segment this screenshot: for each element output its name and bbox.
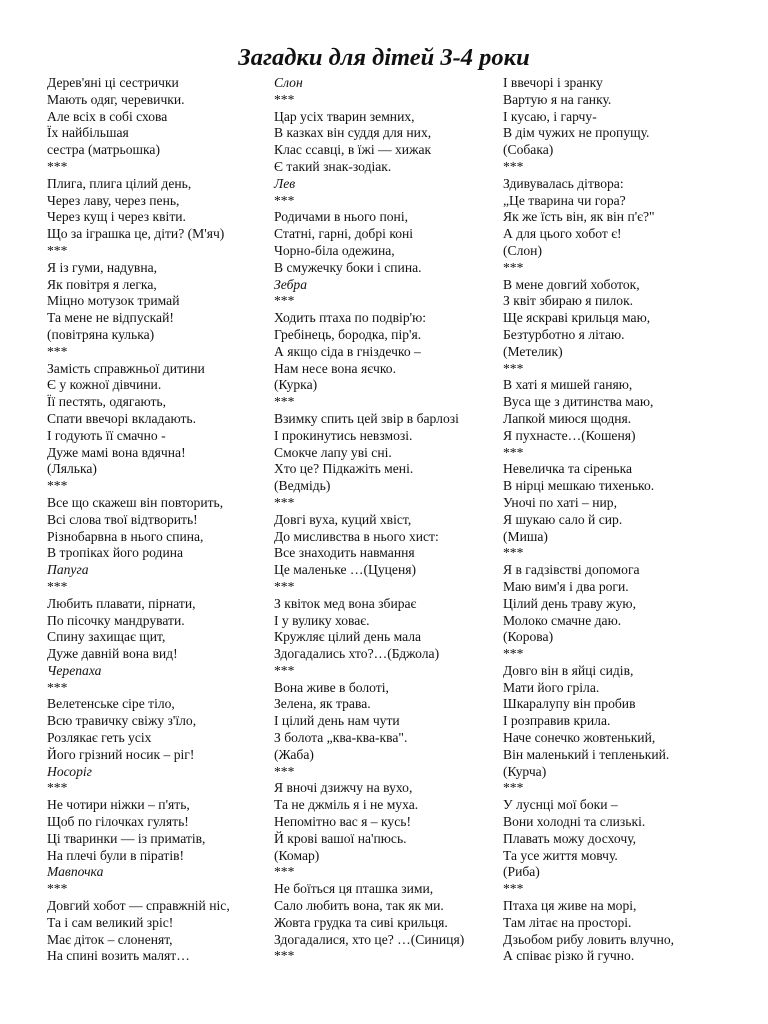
riddle-line: Довго він в яйці сидів,: [503, 662, 634, 678]
riddle-answer: Папуга: [47, 562, 89, 578]
riddle-line: Сало любить вона, так як ми.: [274, 898, 444, 914]
riddle-separator: ***: [274, 662, 295, 678]
riddle-line: (Жаба): [274, 746, 314, 762]
riddle-line: Цілий день траву жую,: [503, 595, 636, 611]
riddle-line: Як же їсть він, як він п'є?": [503, 209, 655, 225]
riddle-line: Є у кожної дівчини.: [47, 377, 162, 393]
riddle-line: І у вулику ховає.: [274, 612, 370, 628]
riddle-line: Вуса ще з дитинства маю,: [503, 394, 654, 410]
riddle-line: На плечі були в піратів!: [47, 847, 185, 863]
riddle-line: Її пестять, одягають,: [47, 394, 167, 410]
riddle-line: (Слон): [503, 242, 542, 258]
riddle-line: Вартую я на ганку.: [503, 91, 612, 107]
riddle-line: Уночі по хаті – нир,: [503, 494, 617, 510]
riddle-line: Спину захищає щит,: [47, 629, 166, 645]
riddle-line: Родичами в нього поні,: [274, 209, 409, 225]
riddle-line: Плига, плига цілий день,: [47, 175, 192, 191]
riddle-line: І прокинутись невзмозі.: [274, 427, 413, 443]
riddle-separator: ***: [274, 494, 295, 510]
riddle-line: Та усе життя мовчу.: [503, 847, 618, 863]
riddle-line: Ходить птаха по подвір'ю:: [274, 310, 426, 326]
riddle-line: В тропіках його родина: [47, 545, 184, 561]
riddle-line: Вона живе в болоті,: [274, 679, 389, 695]
riddle-line: Наче сонечко жовтенький,: [503, 730, 656, 746]
riddle-line: Нам несе вона яєчко.: [274, 360, 396, 376]
riddle-line: Велетенське сіре тіло,: [47, 696, 175, 712]
riddle-separator: ***: [503, 545, 524, 561]
riddle-line: Є такий знак-зодіак.: [274, 158, 392, 174]
riddle-line: (Метелик): [503, 343, 563, 359]
riddles-column-1: [47, 75, 263, 965]
riddle-line: Ці тваринки — із приматів,: [47, 830, 206, 846]
riddle-separator: ***: [503, 259, 524, 275]
riddle-line: І ввечорі і зранку: [503, 75, 603, 90]
riddle-line: Взимку спить цей звір в барлозі: [274, 410, 459, 426]
riddle-line: Птаха ця живе на морі,: [503, 898, 637, 914]
riddle-separator: ***: [503, 881, 524, 897]
riddle-line: Дерев'яні ці сестрички: [47, 75, 179, 90]
riddle-line: Через кущ і через квіти.: [47, 209, 186, 225]
riddle-line: І кусаю, і гарчу-: [503, 108, 597, 124]
riddle-separator: ***: [503, 360, 524, 376]
riddle-line: В казках він суддя для них,: [274, 125, 432, 141]
riddle-separator: ***: [47, 158, 68, 174]
riddle-line: А для цього хобот є!: [503, 226, 622, 242]
riddle-line: Цар усіх тварин земних,: [274, 108, 415, 124]
riddle-line: Розлякає геть усіх: [47, 730, 152, 746]
riddle-line: Невеличка та сіренька: [503, 461, 633, 477]
riddle-separator: ***: [274, 293, 295, 309]
riddle-line: Плавать можу досхочу,: [503, 830, 637, 846]
riddle-line: Мають одяг, черевички.: [47, 91, 185, 107]
riddle-line: В хаті я мишей ганяю,: [503, 377, 633, 393]
riddle-line: (Миша): [503, 528, 548, 544]
riddle-line: Міцно мотузок тримай: [47, 293, 180, 309]
riddle-line: Я вночі дзижчу на вухо,: [274, 780, 413, 796]
riddle-line: Любить плавати, пірнати,: [47, 595, 196, 611]
riddle-line: Вони холодні та слизькі.: [503, 814, 646, 830]
riddle-line: Смокче лапу уві сні.: [274, 444, 392, 460]
riddle-line: Щоб по гілочках гулять!: [47, 814, 189, 830]
riddle-line: Непомітно вас я – кусь!: [274, 814, 411, 830]
riddle-separator: ***: [274, 864, 295, 880]
riddle-line: Там літає на просторі.: [503, 914, 632, 930]
riddle-line: На спині возить малят…: [47, 948, 190, 964]
riddle-separator: ***: [274, 192, 295, 208]
riddle-line: Хто це? Підкажіть мені.: [274, 461, 414, 477]
riddle-separator: ***: [274, 394, 295, 410]
riddle-answer: Носоріг: [47, 763, 92, 779]
riddle-line: Лапкой миюся щодня.: [503, 410, 632, 426]
riddle-line: В смужечку боки і спина.: [274, 259, 422, 275]
riddle-line: Не чотири ніжки – п'ять,: [47, 797, 190, 813]
riddle-line: Мати його гріла.: [503, 679, 600, 695]
riddle-line: Статні, гарні, добрі коні: [274, 226, 414, 242]
riddle-line: (Комар): [274, 847, 320, 863]
riddle-line: Чорно-біла одежина,: [274, 242, 395, 258]
riddle-line: Здогадалися, хто це? …(Синиця): [274, 931, 465, 947]
riddle-line: (Курча): [503, 763, 547, 779]
riddle-line: сестра (матрьошка): [47, 142, 160, 158]
riddle-separator: ***: [47, 881, 68, 897]
riddle-line: Гребінець, бородка, пір'я.: [274, 326, 422, 342]
riddle-line: Дуже мамі вона вдячна!: [47, 444, 186, 460]
riddle-line: Здивувалась дітвора:: [503, 175, 624, 191]
riddle-line: Їх найбільшая: [47, 125, 129, 141]
riddle-line: І цілий день нам чути: [274, 713, 400, 729]
riddles-column-2: [274, 75, 496, 965]
riddle-line: Має діток – слоненят,: [47, 931, 173, 947]
riddle-line: Дуже давній вона вид!: [47, 646, 178, 662]
riddle-line: В нірці мешкаю тихенько.: [503, 478, 655, 494]
riddle-line: Все знаходить навмання: [274, 545, 415, 561]
riddle-answer: Слон: [274, 75, 303, 90]
riddle-line: Це маленьке …(Цуценя): [274, 562, 416, 578]
riddle-line: (Собака): [503, 142, 554, 158]
riddle-separator: ***: [274, 763, 295, 779]
riddle-line: Безтурботно я літаю.: [503, 326, 625, 342]
riddle-line: Здогадались хто?…(Бджола): [274, 646, 440, 662]
riddles-column-3: [503, 75, 743, 965]
riddle-line: Замість справжньої дитини: [47, 360, 205, 376]
riddle-line: (Лялька): [47, 461, 97, 477]
riddle-line: (Ведмідь): [274, 478, 331, 494]
riddle-line: Як повітря я легка,: [47, 276, 157, 292]
riddle-line: Кружляє цілий день мала: [274, 629, 422, 645]
riddle-separator: ***: [503, 158, 524, 174]
riddle-separator: ***: [274, 948, 295, 964]
riddle-line: А якщо сіда в гніздечко –: [274, 343, 421, 359]
riddle-line: Я в гадзівстві допомога: [503, 562, 640, 578]
riddle-line: Зелена, як трава.: [274, 696, 371, 712]
riddle-separator: ***: [503, 780, 524, 796]
riddle-line: А співає різко й гучно.: [503, 948, 635, 964]
riddle-line: У луснці мої боки –: [503, 797, 618, 813]
riddle-line: Я шукаю сало й сир.: [503, 511, 623, 527]
riddle-answer: Мавпочка: [47, 864, 104, 880]
riddle-line: „Це тварина чи гора?: [503, 192, 626, 208]
riddle-line: Але всіх в собі схова: [47, 108, 168, 124]
riddle-line: В мене довгий хоботок,: [503, 276, 640, 292]
riddle-separator: ***: [503, 444, 524, 460]
riddle-line: Все що скажеш він повторить,: [47, 494, 224, 510]
riddle-line: Довгий хобот — справжній ніс,: [47, 898, 230, 914]
riddle-answer: Черепаха: [47, 662, 102, 678]
riddle-line: Й крові вашої на'пюсь.: [274, 830, 407, 846]
riddle-line: (Курка): [274, 377, 318, 393]
riddle-line: Та і сам великий зріс!: [47, 914, 174, 930]
riddle-separator: ***: [47, 343, 68, 359]
riddle-answer: Лев: [274, 175, 296, 191]
page-title: Загадки для дітей 3-4 роки: [238, 44, 530, 71]
riddle-line: По пісочку мандрувати.: [47, 612, 185, 628]
riddle-separator: ***: [274, 91, 295, 107]
riddle-line: Клас ссавці, в їжі — хижак: [274, 142, 432, 158]
riddle-line: Його грізний носик – ріг!: [47, 746, 195, 762]
riddle-line: Ще яскраві крильця маю,: [503, 310, 651, 326]
riddle-line: І годують її смачно -: [47, 427, 166, 443]
riddle-line: Він маленький і тепленький.: [503, 746, 670, 762]
riddle-line: Спати ввечорі вкладають.: [47, 410, 196, 426]
riddle-separator: ***: [274, 578, 295, 594]
riddle-separator: ***: [47, 780, 68, 796]
riddle-line: (Корова): [503, 629, 554, 645]
riddle-separator: ***: [503, 646, 524, 662]
riddle-line: Та мене не відпускай!: [47, 310, 174, 326]
riddle-line: Я пухнасте…(Кошеня): [503, 427, 636, 443]
riddle-line: З квіт збираю я пилок.: [503, 293, 634, 309]
riddle-line: Жовта грудка та сиві крильця.: [274, 914, 448, 930]
riddle-line: (Риба): [503, 864, 540, 880]
riddle-separator: ***: [47, 578, 68, 594]
riddle-line: Та не джміль я і не муха.: [274, 797, 419, 813]
riddle-line: В дім чужих не пропущу.: [503, 125, 650, 141]
riddle-line: З квіток мед вона збирає: [274, 595, 417, 611]
riddle-answer: Зебра: [274, 276, 308, 292]
riddle-line: Довгі вуха, куций хвіст,: [274, 511, 412, 527]
riddle-line: Різнобарвна в нього спина,: [47, 528, 204, 544]
riddle-line: (повітряна кулька): [47, 326, 155, 342]
riddle-separator: ***: [47, 242, 68, 258]
riddle-line: Всі слова твої відтворить!: [47, 511, 198, 527]
riddle-line: Не боїться ця пташка зими,: [274, 881, 434, 897]
riddle-line: З болота „ква-ква-ква".: [274, 730, 408, 746]
riddle-separator: ***: [47, 679, 68, 695]
riddle-line: Я із гуми, надувна,: [47, 259, 158, 275]
riddle-line: Всю травичку свіжу з'їло,: [47, 713, 197, 729]
riddle-line: Шкаралупу він пробив: [503, 696, 636, 712]
riddle-line: До мисливства в нього хист:: [274, 528, 439, 544]
riddle-line: Дзьобом рибу ловить влучно,: [503, 931, 675, 947]
riddle-line: Молоко смачне даю.: [503, 612, 622, 628]
riddle-line: Маю вим'я і два роги.: [503, 578, 629, 594]
riddle-separator: ***: [47, 478, 68, 494]
riddle-line: Що за іграшка це, діти? (М'яч): [47, 226, 225, 242]
riddle-line: І розправив крила.: [503, 713, 611, 729]
riddle-line: Через лаву, через пень,: [47, 192, 180, 208]
